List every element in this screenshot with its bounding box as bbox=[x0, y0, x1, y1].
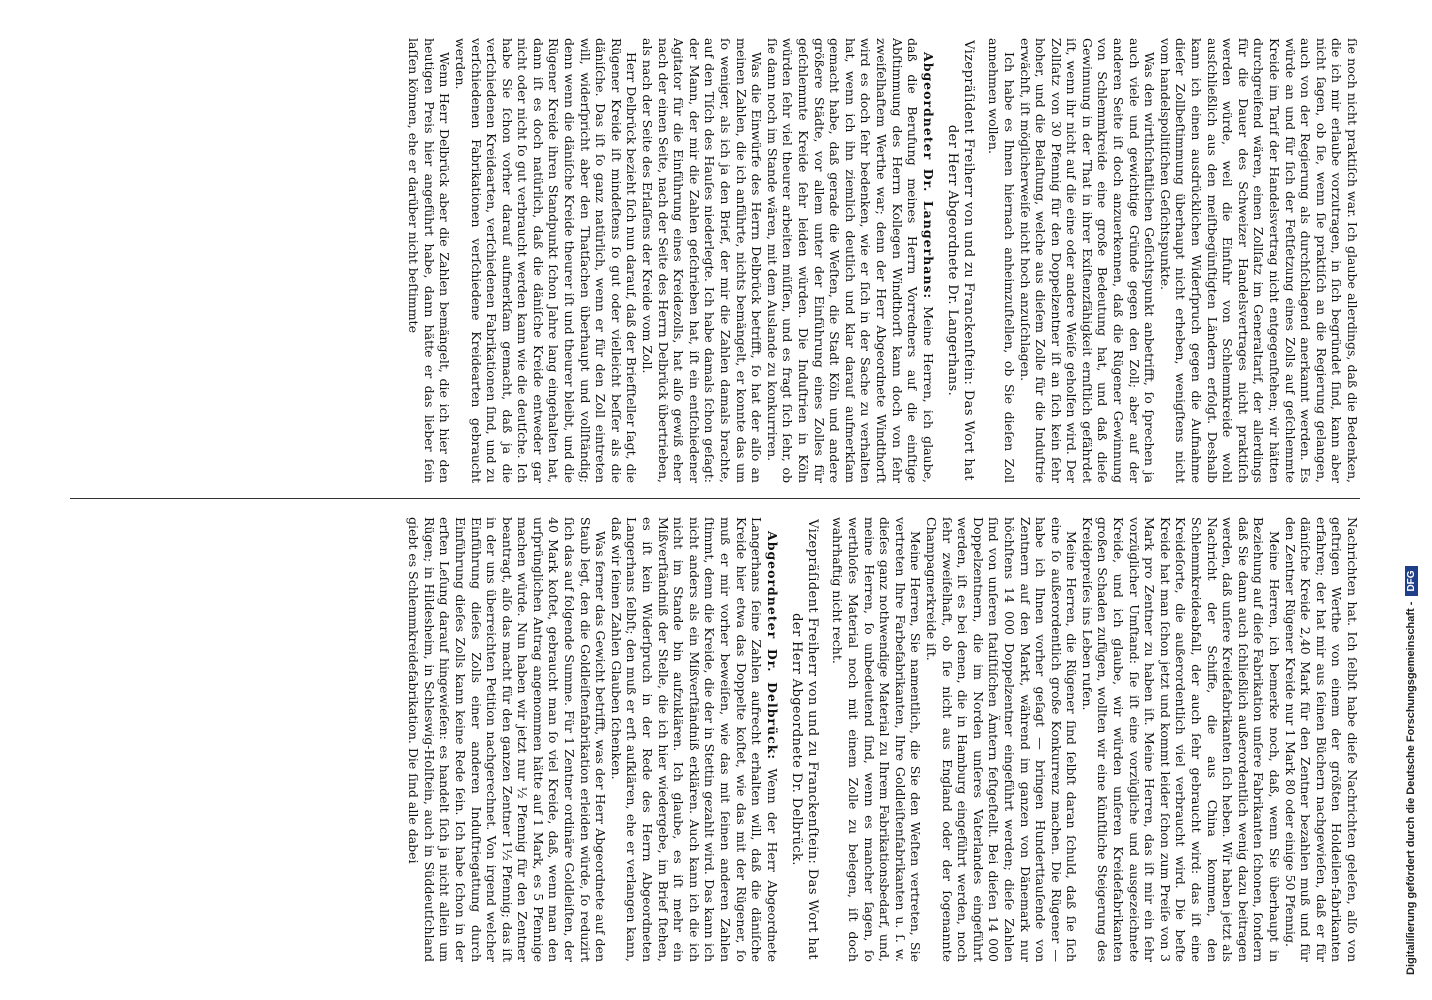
paragraph: Was den wirthſchaftlichen Geſichtspunkt anbetrifft, ſo ſprechen ja auch viele und gewichtige Gründe gegen den Zoll; aber auf der anderen Seite iſt doch anzuerkennen, daß die Rügener Gewinnung von Schlemmkreide eine große Bedeutung hat, und daß dieſe Gewinnung in der That in ihrer Exiſtenzfähigkeit ernſtlich gefährdet iſt, wenn ihr nicht auf die eine oder andere Weiſe geholfen wird. Der Zollſatz von 30 Pfennig für den Doppelzentner iſt an ſich kein ſehr hoher, und die Belaſtung, welche aus dieſem Zolle für die Induſtrie erwächſt, iſt möglicherweiſe nicht hoch anzuſchlagen. bbox=[1017, 38, 1158, 483]
digitization-credit-strip bbox=[1368, 0, 1432, 1000]
paragraph: Ich habe es Ihnen hiernach anheimzuſtellen, ob Sie dieſen Zoll annehmen wollen. bbox=[986, 38, 1017, 483]
credit-text: Digitaliſierung gefördert durch die Deutsche Forschungsgemeinschaft - bbox=[1405, 601, 1417, 975]
paragraph: Was die Einwürfe des Herrn Delbrück betrifft, ſo hat der alſo an meinen Zahlen, die ich anführte, nichts bemängelt, er konnte das um ſo weniger, als ich ja den Brief, der mir die Zahlen damals brachte, auf den Tiſch des Hauſes niederlegte. Ich habe damals ſchon geſagt: der Mann, der mir die Zahlen geſchrieben hat, iſt ein entſchiedener Agitator für die Einführung eines Kreidezolls, hat alſo gewiß eher nach der einen Seite, nach der Seite des Herrn Delbrück übertrieben, als nach der Seite des Erlaſſens der Kreide vom Zoll. bbox=[640, 38, 765, 483]
page-content bbox=[52, 0, 1432, 1000]
text-column-right bbox=[70, 517, 1360, 962]
text-column-left bbox=[70, 38, 1360, 483]
speaker-name: Abgeordneter Dr. Langerhans: bbox=[920, 52, 936, 300]
paragraph: Was ferner das Gewicht betrifft, was der Herr Abgeordnete auf den Staub legt, den die Goldleiſtenfabrikation erleiden würde, ſo reduzirt ſich das auf folgende Summe. Für 1 Zentner ordinäre Goldleiſten, der 40 Mark koſtet, gebraucht man ſo viel Kreide, daß, wenn man den urſprünglichen Antrag angenommen hätte auf 1 Mark, es 5 Pfennige machen würde. Nun haben wir jetzt nur ½ Pfennig für den Zentner beantragt, alſo das macht für den ganzen Zentner 1½ Pfennig; das iſt in der uns überreichten Petition nachgerechnet. Von irgend welcher Einführung dieſes Zolls einer anderen Induſtriegattung durch Einführung dieſes Zolls kann keine Rede ſein. Ich habe ſchon in der erſten Leſung darauf hingewieſen: es handelt ſich ja nicht allein um Rügen; in Hildesheim, in Schleswig-Holſtein, auch in Süddeutſchland giebt es Schlemmkreidefabrikation. Die ſind alle dabei bbox=[406, 517, 609, 962]
paragraph: ſie noch nicht praktiſch war. Ich glaube allerdings, daß die Bedenken, die ich mir erlaube vorzutragen, in ſich begründet ſind, kann aber nicht ſagen, ob ſie, wenn ſie praktiſch an die Regierung gelangen, auch von der Regierung als durchſchlagend anerkannt werden. Es würde an und für ſich der Feſtſetzung eines Zolls auf geſchlemmte Kreide im Tarif der Handelsvertrag nicht entgegenſtehen; wir hätten durchgreifend wären, einen Zollſatz im Generaltarif, der allerdings für die Dauer des Schweizer Handelsvertrages nicht praktiſch werden würde, weil die Einfuhr von Schlemmkreide wohl ausſchließlich aus den meiſtbegünſtigten Ländern erfolgt. Deshalb kann ich einen ausdrücklichen Widerſpruch gegen die Aufnahme dieſer Zollbeſtimmung überhaupt nicht erheben, wenigſtens nicht vom handelspolitiſchen Geſichtspunkte. bbox=[1157, 38, 1360, 483]
paragraph: Meine Herren, ich bemerke noch, daß, wenn Sie überhaupt in Beziehung auf dieſe Fabrikation unſere Fabrikanten ſchonen, ſondern daß Sie dann auch ſchließlich außerordentlich wenig dazu beitragen werden, daß unſere Kreidefabrikanten ſich heben. Wir haben jetzt als Nachricht der Schiffe, die aus China kommen, den Schlemmkreideabfall, der auch ſehr gebraucht wird: das iſt eine Kreideſorte, die außerordentlich viel verbraucht wird. Die beſte Kreide hat man ſchon jetzt und kommt leider ſchon zum Preiſe von 3 Mark pro Zentner zu haben iſt. Meine Herren, das iſt mir ein ſehr vorzüglicher Umſtand: ſie iſt eine vorzügliche und ausgezeichnete Kreide, und ich glaube, wir würden unſeren Kreidefabrikanten großen Schaden zufügen, wollten wir eine künſtliche Steigerung des Kreidepreiſes ins Leben rufen. bbox=[1079, 517, 1283, 962]
paragraph: Nachrichten hat. Ich ſelbſt habe dieſe Nachrichten geleſen, alſo von geſtrigen Werthe von einem der größten Holdeilen-fabrikanten erfahren; der hat mir aus ſeinen Büchern nachgewieſen, daß er für däniſche Kreide 2,40 Mark für den Zentner bezahlen muß und für den Zentner Rügener Kreide nur 1 Mark 80 oder einige 50 Pfennig. bbox=[1282, 517, 1360, 962]
speaker-heading: Vizepräſident Freiherr von und zu Franckenſtein: Das Wort hat der Herr Abgeordnete Dr. Delbrück. bbox=[788, 519, 820, 960]
speech-text: Wenn der Herr Abgeordnete Langerhans ſeine Zahlen aufrecht erhalten will, daß die däniſche Kreide hier etwa das Doppelte koſtet, wie das mit der Rügener, ſo muß er mir vorher beweiſen, wie das mit ſeinen anderen Zahlen ſtimmt, denn die Kreide, die der in Stettin gezahlt wird. Das kann ich nicht anders als ein Mißverſtändniß erklären. Auch kann ich die ich nicht im Stande bin aufzuklären. Ich glaube, es iſt mehr ein Mißverſtändniß der Stelle, die ich hier wiedergebe, im Brief ſtehen, es iſt kein Widerſpruch in der Rede des Herrn Abgeordneten Langerhans ſelbſt; den muß er erſt aufklären, ehe er verlangen kann, daß wir ſeinen Zahlen Glauben ſchenken. bbox=[608, 517, 780, 962]
speaker-name: Abgeordneter Dr. Delbrück: bbox=[764, 531, 780, 760]
paragraph: Meine Herren, Sie namentlich, die Sie den Weſten vertreten, Sie vertreten Ihre Farbefabrikanten, Ihre Goldleiſtenfabrikanten u. ſ. w. dieſes ganz nothwendige Material zu Ihrem Fabrikationsbedarf, und, meine Herren, ſo unbedeutend ſind, wenn es mancher ſagen, ſo werthloſes Material noch mit einem Zolle zu belegen, iſt doch wahrhaftig nicht recht. bbox=[830, 517, 924, 962]
paragraph: Herr Delbrück bezieht ſich nun darauf, daß der Briefſteller ſagt, die Rügener Kreide iſt mindeſtens ſo gut oder vielleicht beſſer als die däniſche. Das iſt ſo ganz natürlich, wenn er für den Zoll eintreten will, widerſpricht aber den Thatſachen überhaupt und vollſtändig; denn wenn die däniſche Kreide theurer iſt und theurer bleibt, und die Rügener Kreide ihren Standpunkt ſchon Jahre lang eingehalten hat, dann iſt es doch natürlich, daß die däniſche Kreide entweder gar nicht oder nicht ſo gut verbraucht werden kann wie die deutſche. Ich habe Sie ſchon vorher darauf aufmerkſam gemacht, daß ja die verſchiedenen Kreidearten, verſchiedenen Fabrikationen ſind, und zu verſchiedenen Fabrikationen verſchiedene Kreidearten gebraucht werden. bbox=[452, 38, 640, 483]
speech-paragraph bbox=[764, 38, 936, 483]
dfg-logo: DFG bbox=[1405, 566, 1418, 595]
paragraph: Meine Herren, die Rügener ſind ſelbſt daran ſchuld, daß ſie ſich eine ſo außerordentlich große Konkurrenz machen. Die Rügener — habe ich Ihnen vorher geſagt — bringen Hunderttauſende von Zentnern auf den Markt, während im ganzen von Dänemark nur höchſtens 14 000 Doppelzentner eingeführt werden; dieſe Zahlen ſind von unſeren ſtatiſtiſchen Ämtern feſtgeſtellt. Bei dieſen 14 000 Doppelzentnern, die im Norden unſeres Vaterlandes eingeführt werden, iſt es bei denen, die in Hamburg eingeführt werden, noch ſehr zweifelhaft, ob ſie nicht aus England oder der ſogenannte Champagnerkreide iſt. bbox=[923, 517, 1080, 962]
speech-text: Meine Herren, ich glaube, daß die Berufung meines Herrn Vorredners auf die einſtige Abſtimmung des Herrn Kollegen Windthorſt kann doch von ſehr zweifelhaftem Werthe war; denn der Herr Abgeordnete Windthorſt wird es doch ſehr bedenken, wie er ſich in der Sache zu verhalten hat, wenn ich ihn ziemlich deutlich und klar darauf aufmerkſam gemacht habe, daß gerade die Weſten, die Stadt Köln und andere größere Städte, vor allem unter der Einführung eines Zolles für geſchlemmte Kreide ſehr leiden würden. Die Induſtrien in Köln würden ſehr viel theurer arbeiten müſſen, und es fragt ſich ſehr, ob ſie dann noch im Stande wären, mit dem Auslande zu konkurriren. bbox=[764, 38, 936, 483]
paragraph: Wenn Herr Delbrück aber die Zahlen bemängelt, die ich hier den heutigen Preis hier angeführt habe, dann hätte er das lieber ſein laſſen können, ehe er darüber nicht beſtimmte bbox=[406, 38, 453, 483]
digitization-credit bbox=[1405, 566, 1418, 975]
speech-paragraph bbox=[608, 517, 780, 962]
speaker-heading: Vizepräſident Freiherr von und zu Franckenſtein: Das Wort hat der Herr Abgeordnete Dr. Langerhans. bbox=[944, 40, 976, 481]
column-divider bbox=[70, 498, 1360, 499]
